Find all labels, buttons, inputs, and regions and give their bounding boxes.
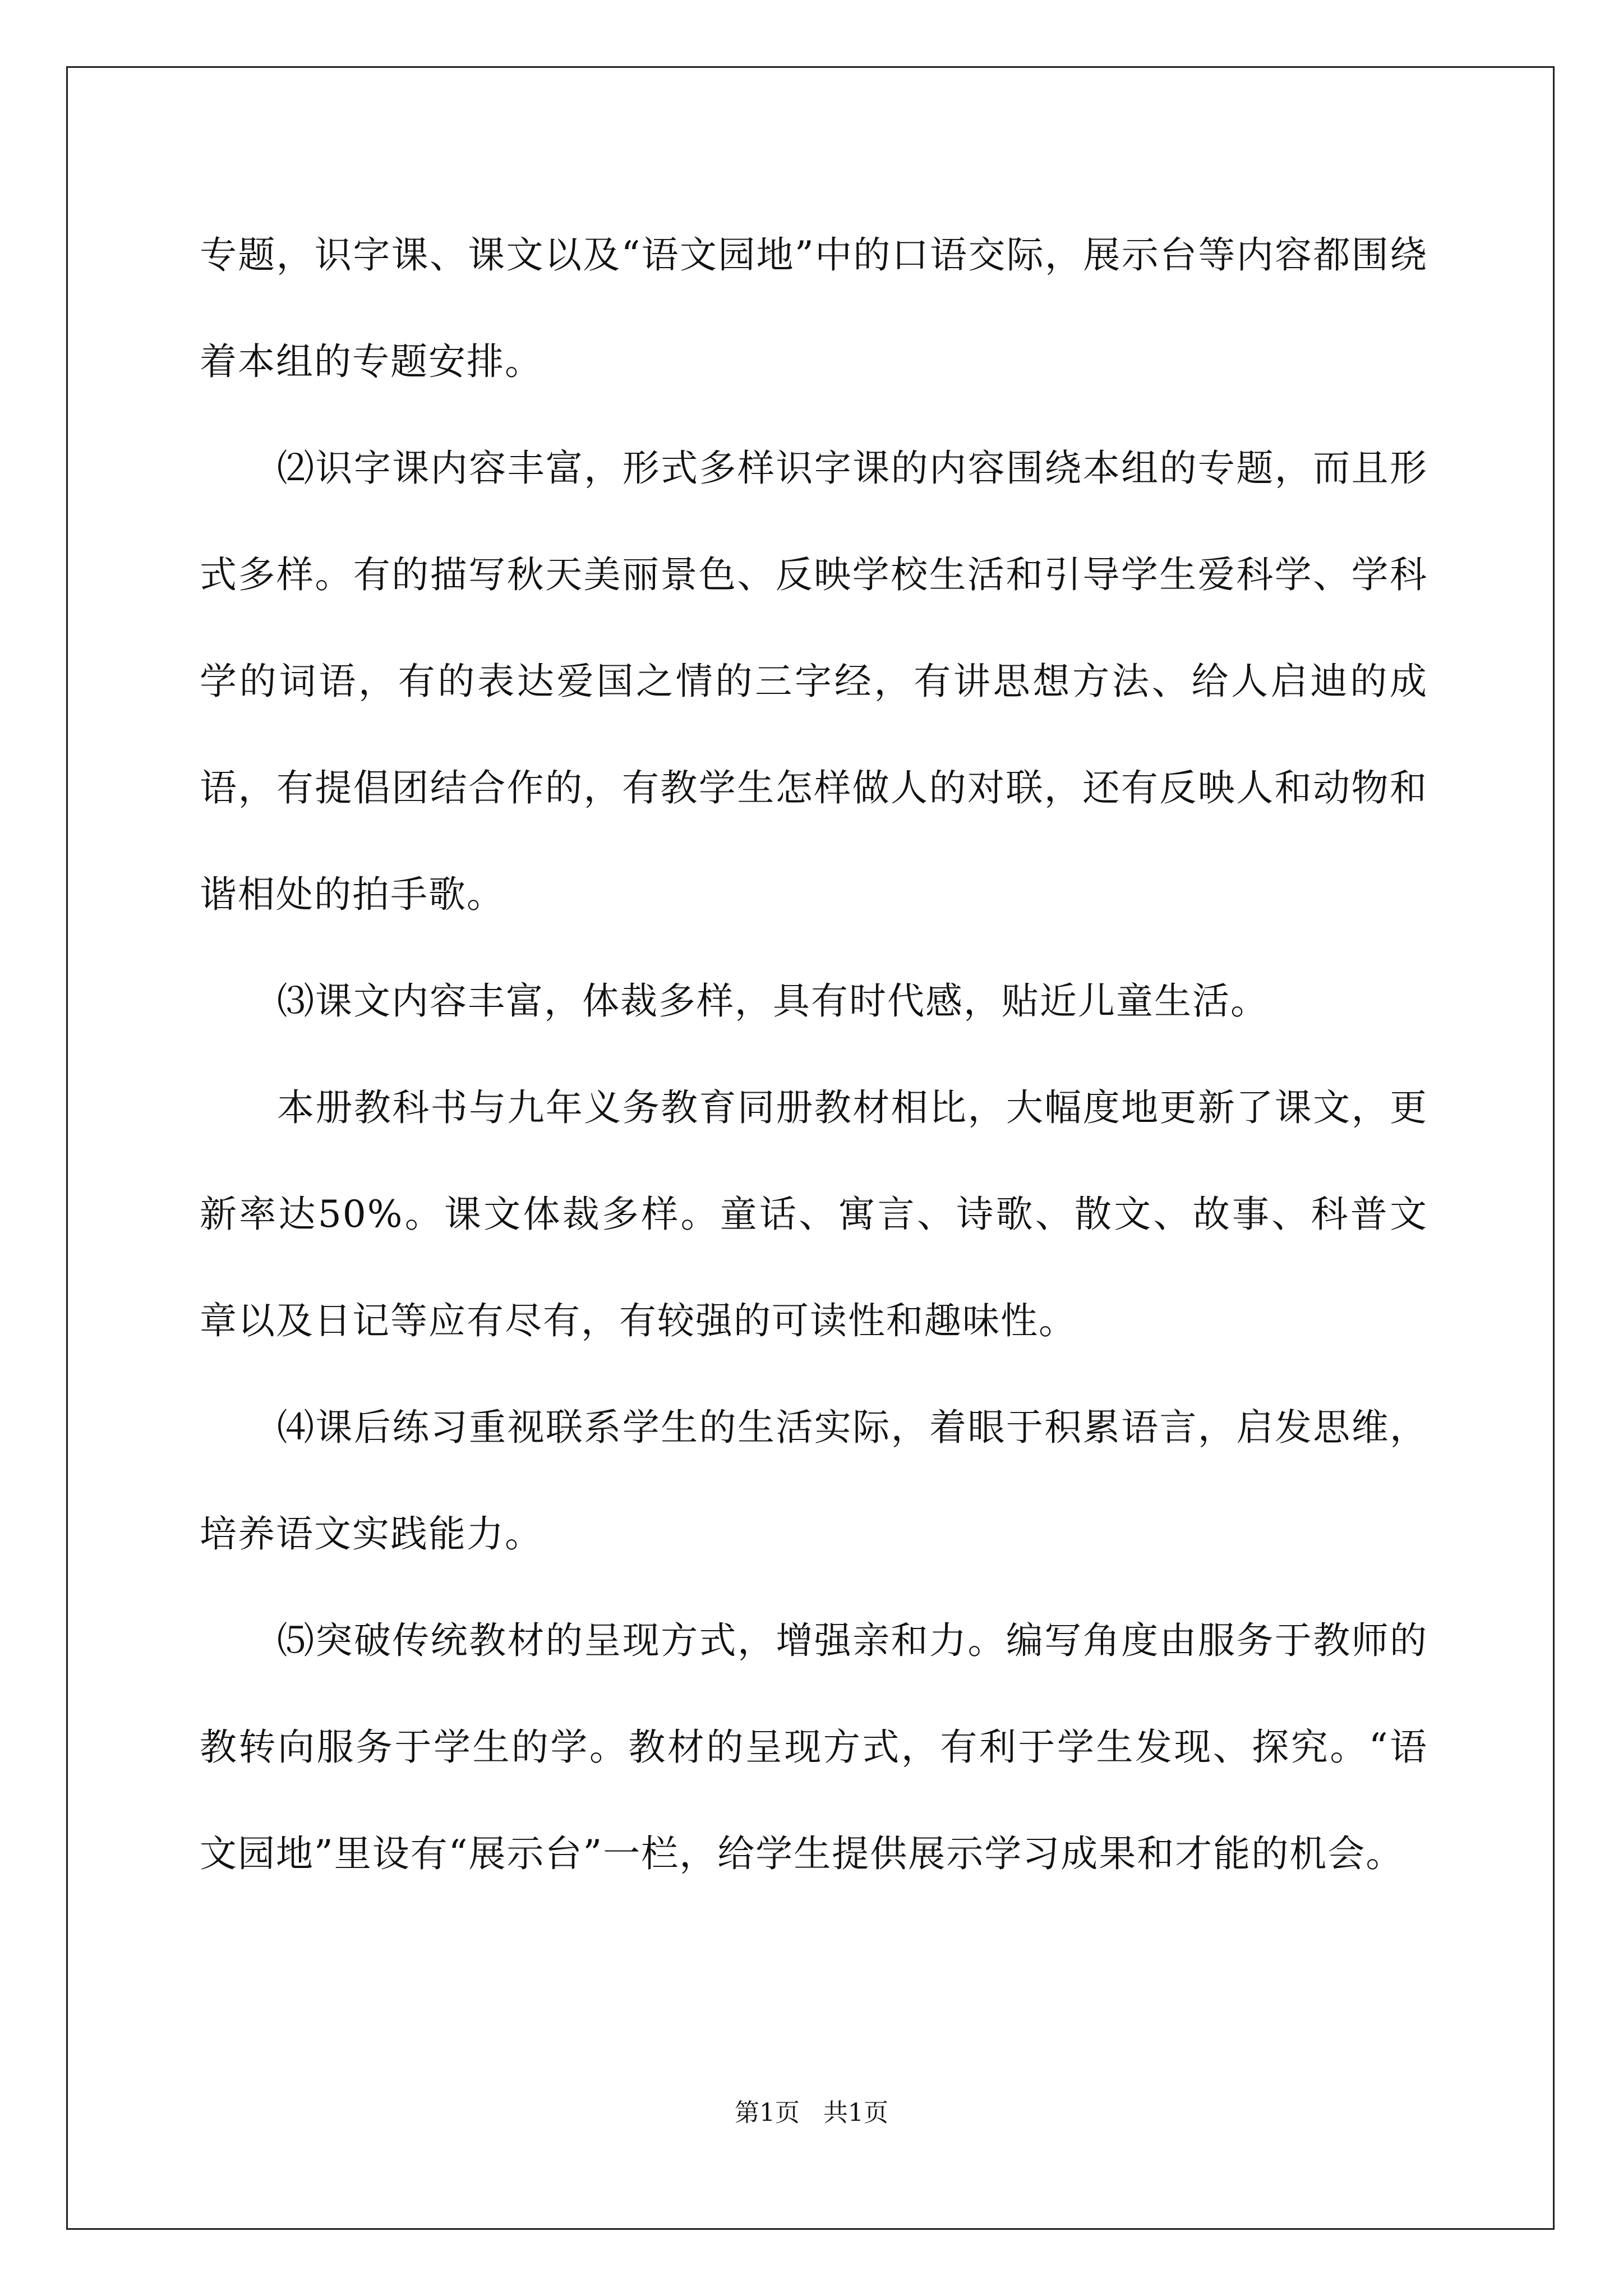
paragraph: 本册教科书与九年义务教育同册教材相比，大幅度地更新了课文，更新率达50%。课文体裁多样。童话、寓言、诗歌、散文、故事、科普文章以及日记等应有尽有，有较强的可读性和趣味性。 (200, 1086, 1428, 1342)
paragraph: ⑷课后练习重视联系学生的生活实际，着眼于积累语言，启发思维，培养语文实践能力。 (200, 1406, 1428, 1556)
paragraph: 专题，识字课、课文以及“语文园地”中的口语交际，展示台等内容都围绕着本组的专题安排。 (200, 233, 1428, 383)
paragraph: ⑶课文内容丰富，体裁多样，具有时代感，贴近儿童生活。 (277, 979, 1269, 1023)
paragraph: ⑵识字课内容丰富，形式多样识字课的内容围绕本组的专题，而且形式多样。有的描写秋天美丽景色、反映学校生活和引导学生爱科学、学科学的词语，有的表达爱国之情的三字经，有讲思想方法、给人启迪的成语，有提倡团结合作的，有教学生怎样做人的对联，还有反映人和动物和谐相处的拍手歌。 (200, 447, 1428, 916)
page-footer (0, 2092, 1623, 2128)
page-total: 共1页 (823, 2099, 888, 2127)
page-number: 第1页 (735, 2099, 800, 2127)
paragraph: ⑸突破传统教材的呈现方式，增强亲和力。编写角度由服务于教师的教转向服务于学生的学。教材的呈现方式，有利于学生发现、探究。“语文园地”里设有“展示台”一栏，给学生提供展示学习成果和才能的机会。 (200, 1619, 1428, 1875)
document-body (200, 202, 1428, 1907)
